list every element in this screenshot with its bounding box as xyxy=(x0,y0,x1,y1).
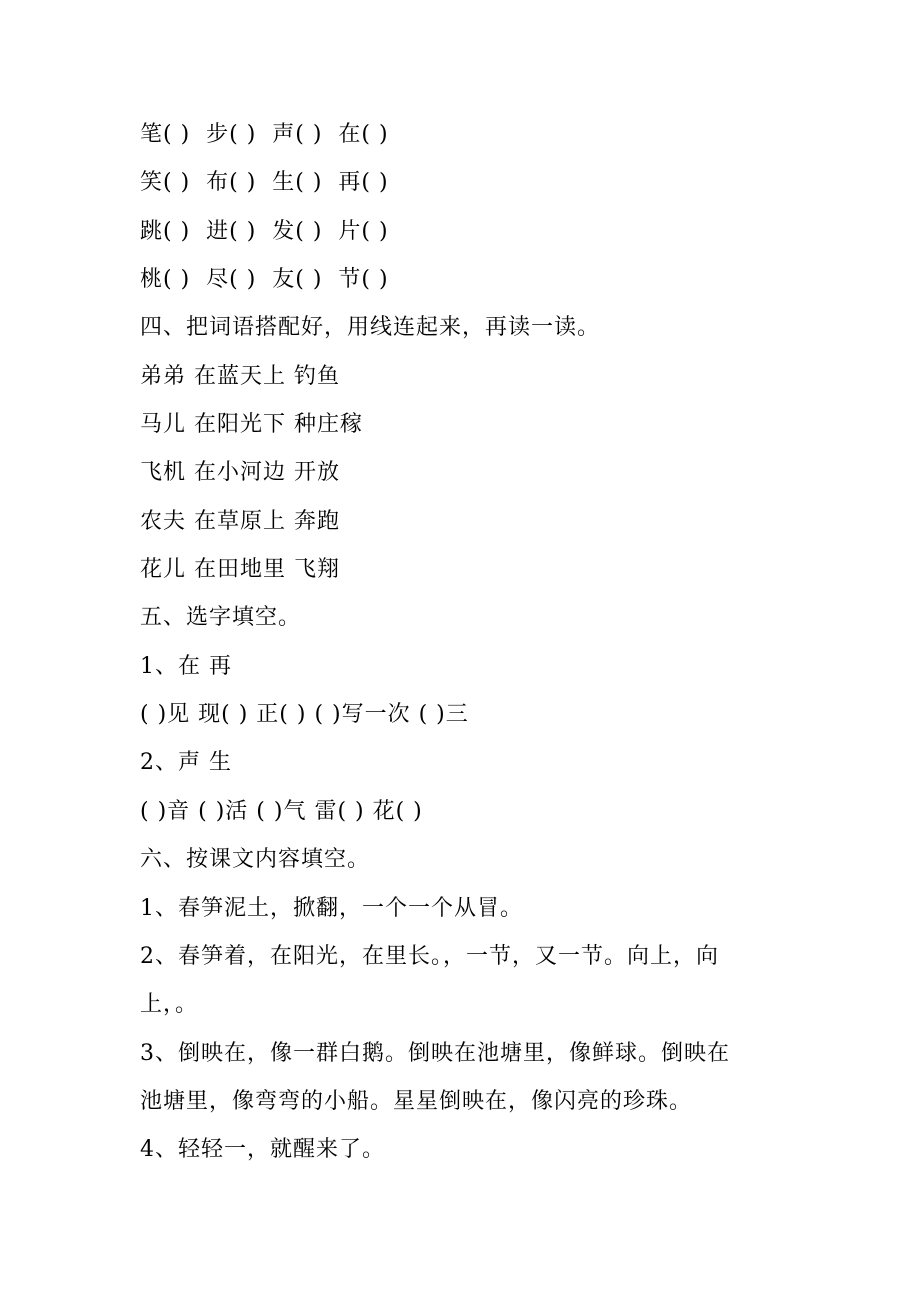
fill-item-2-cont: 上，。 xyxy=(140,992,199,1018)
match-row-1: 弟弟 在蓝天上 钓鱼 xyxy=(140,363,340,389)
char-blank-row-4: 桃( ) 尽( ) 友( ) 节( ) xyxy=(140,267,389,293)
section-4-heading: 四、把词语搭配好，用线连起来，再读一读。 xyxy=(140,315,601,341)
section-5-heading: 五、选字填空。 xyxy=(140,605,302,631)
fill-item-2: 2、春笋着，在阳光，在里长。，一节，又一节。向上，向 xyxy=(140,943,719,969)
choice-2-options: 2、声 生 xyxy=(140,750,232,776)
fill-item-3: 3、倒映在，像一群白鹅。倒映在池塘里，像鲜球。倒映在 xyxy=(140,1040,730,1066)
char-blank-row-3: 跳( ) 进( ) 发( ) 片( ) xyxy=(140,218,389,244)
char-blank-row-2: 笑( ) 布( ) 生( ) 再( ) xyxy=(140,170,389,196)
match-row-5: 花儿 在田地里 飞翔 xyxy=(140,557,340,583)
fill-item-3-cont: 池塘里，像弯弯的小船。星星倒映在，像闪亮的珍珠。 xyxy=(140,1088,693,1114)
choice-1-blanks: ( )见 现( ) 正( ) ( )写一次 ( )三 xyxy=(140,702,469,728)
choice-2-blanks: ( )音 ( )活 ( )气 雷( ) 花( ) xyxy=(140,798,423,824)
fill-item-1: 1、春笋泥土，掀翻，一个一个从冒。 xyxy=(140,895,523,921)
fill-item-4: 4、轻轻一，就醒来了。 xyxy=(140,1137,385,1163)
document-page xyxy=(140,111,790,1175)
match-row-2: 马儿 在阳光下 种庄稼 xyxy=(140,412,363,438)
match-row-4: 农夫 在草原上 奔跑 xyxy=(140,508,340,534)
match-row-3: 飞机 在小河边 开放 xyxy=(140,460,340,486)
choice-1-options: 1、在 再 xyxy=(140,653,232,679)
char-blank-row-1: 笔( ) 步( ) 声( ) 在( ) xyxy=(140,122,389,147)
section-6-heading: 六、按课文内容填空。 xyxy=(140,847,371,873)
